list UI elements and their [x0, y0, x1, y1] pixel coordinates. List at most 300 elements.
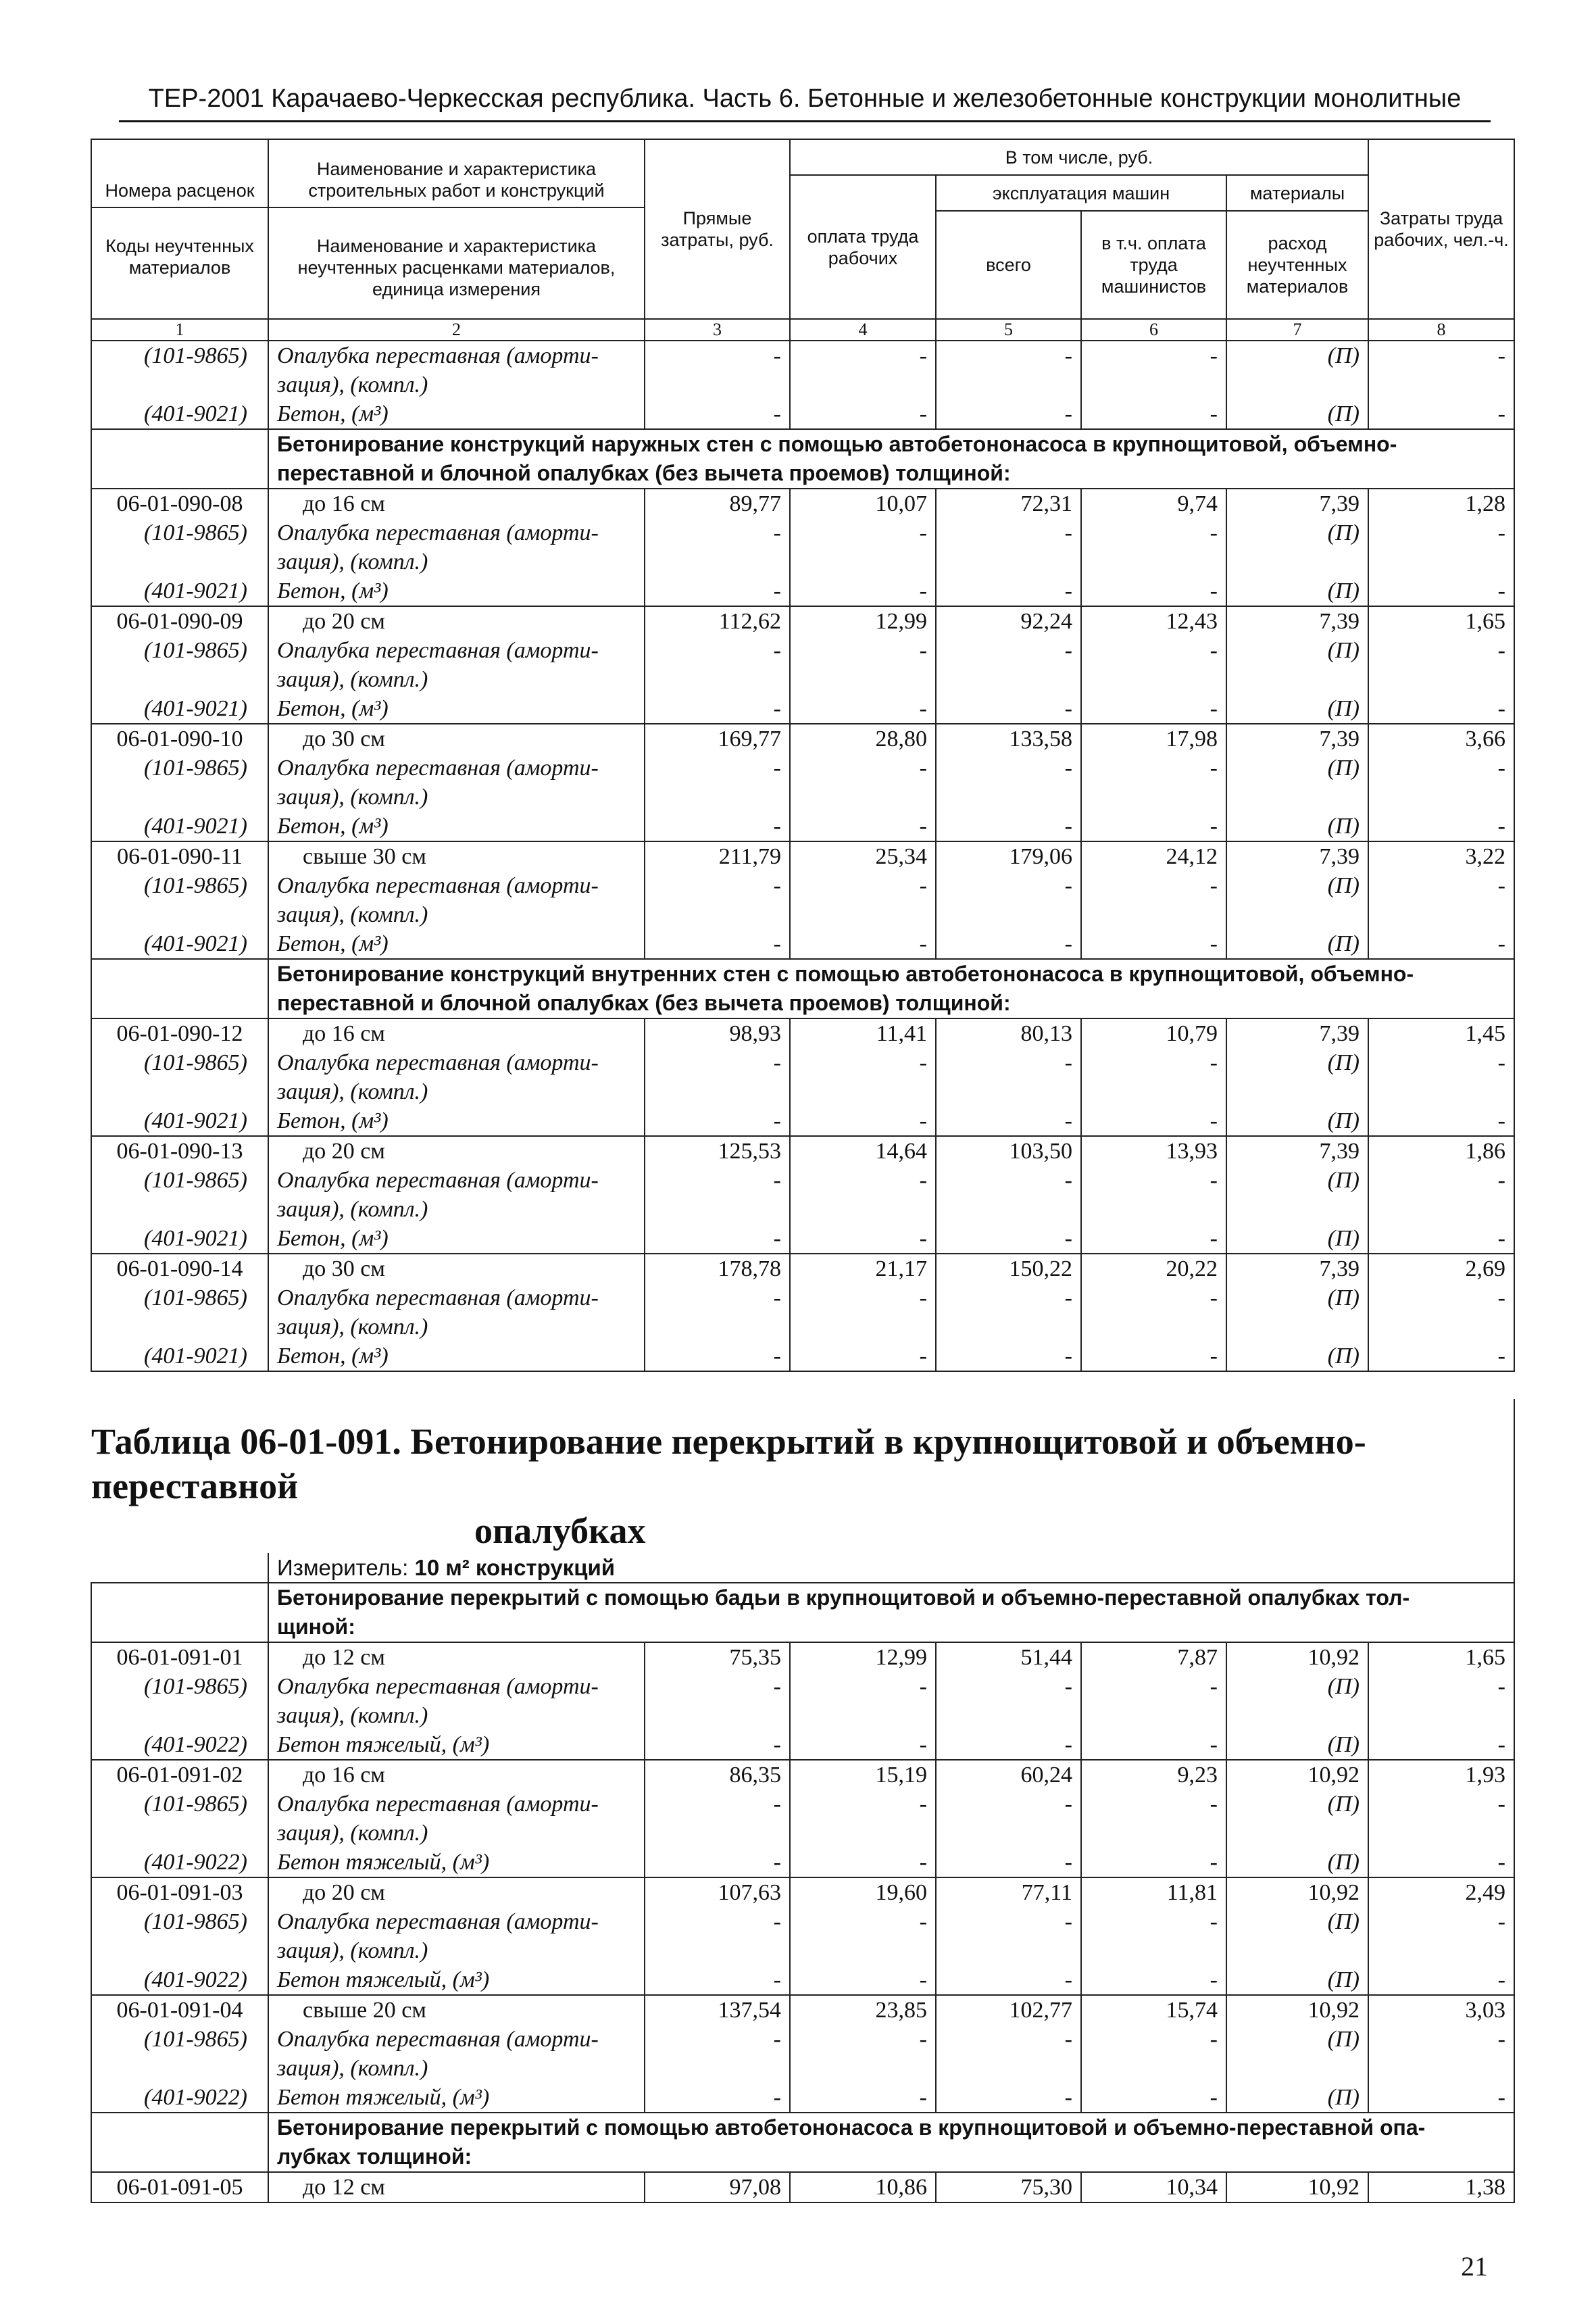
value-dash: - [790, 1283, 936, 1312]
material-code: (401-9021) [91, 812, 268, 841]
empty-cell [1368, 1077, 1514, 1106]
machines-total: 77,11 [936, 1877, 1081, 1907]
value-dash: - [936, 1048, 1081, 1077]
material-row [91, 1907, 1514, 1936]
material-mark: (П) [1226, 576, 1368, 606]
value-dash: - [645, 1341, 790, 1371]
column-numbers-row [91, 319, 1514, 341]
material-consumption: 7,39 [1226, 841, 1368, 871]
value-dash: - [790, 576, 936, 606]
value-dash: - [790, 399, 936, 429]
rate-code: 06-01-090-10 [91, 724, 268, 754]
empty-cell [1368, 547, 1514, 576]
material-row [91, 341, 1514, 370]
empty-cell [1081, 547, 1226, 576]
material-row [91, 754, 1514, 783]
material-code: (101-9865) [91, 1048, 268, 1077]
value-dash: - [645, 1848, 790, 1877]
rates-table [91, 139, 1515, 2203]
material-code: (401-9022) [91, 1730, 268, 1760]
empty-cell [936, 900, 1081, 929]
wages: 14,64 [790, 1136, 936, 1166]
material-mark: (П) [1226, 754, 1368, 783]
rate-row [91, 1642, 1514, 1672]
wages: 28,80 [790, 724, 936, 754]
value-dash: - [1081, 1965, 1226, 1995]
value-dash: - [936, 341, 1081, 370]
material-name: Бетон, (м³) [268, 694, 645, 724]
material-row [91, 1819, 1514, 1848]
material-name: Бетон, (м³) [268, 812, 645, 841]
material-row [91, 399, 1514, 429]
value-dash: - [645, 399, 790, 429]
value-dash: - [936, 1224, 1081, 1254]
value-dash: - [936, 2083, 1081, 2113]
value-dash: - [1081, 576, 1226, 606]
machinists-wages: 13,93 [1081, 1136, 1226, 1166]
empty-cell [91, 429, 268, 489]
wages: 15,19 [790, 1760, 936, 1790]
material-code: (401-9021) [91, 399, 268, 429]
value-dash: - [1368, 1341, 1514, 1371]
value-dash: - [1368, 636, 1514, 665]
empty-cell [936, 783, 1081, 812]
material-mark: (П) [1226, 399, 1368, 429]
value-dash: - [936, 2025, 1081, 2054]
material-row [91, 2083, 1514, 2113]
material-consumption: 10,92 [1226, 1642, 1368, 1672]
value-dash: - [936, 1907, 1081, 1936]
empty-cell [790, 1195, 936, 1224]
empty-cell [645, 665, 790, 694]
empty-cell [91, 370, 268, 399]
material-code: (401-9021) [91, 1224, 268, 1254]
material-row [91, 1848, 1514, 1877]
material-code: (401-9022) [91, 1965, 268, 1995]
labor-cost: 3,22 [1368, 841, 1514, 871]
empty-cell [91, 1936, 268, 1965]
wages: 10,07 [790, 489, 936, 518]
material-consumption: 7,39 [1226, 1136, 1368, 1166]
machines-total: 103,50 [936, 1136, 1081, 1166]
value-dash: - [936, 1341, 1081, 1371]
value-dash: - [936, 754, 1081, 783]
direct-cost: 125,53 [645, 1136, 790, 1166]
empty-cell [936, 547, 1081, 576]
value-dash: - [1368, 1730, 1514, 1760]
value-dash: - [1368, 518, 1514, 547]
material-name: Опалубка переставная (аморти- [268, 1672, 645, 1701]
empty-cell [1368, 665, 1514, 694]
section-heading-line: щиной: [277, 1615, 355, 1639]
value-dash: - [790, 2025, 936, 2054]
value-dash: - [790, 1672, 936, 1701]
material-name: Опалубка переставная (аморти- [268, 1283, 645, 1312]
value-dash: - [1081, 1672, 1226, 1701]
col-direct-cost-header: Прямые затраты, руб. [645, 139, 790, 319]
empty-cell [91, 1077, 268, 1106]
value-dash: - [645, 2083, 790, 2113]
material-mark: (П) [1226, 2025, 1368, 2054]
material-row [91, 370, 1514, 399]
section-heading-line: Бетонирование конструкций внутренних стен с помощью автобетононасоса в крупнощитовой, объемно- [277, 962, 1414, 986]
value-dash: - [936, 871, 1081, 900]
material-mark: (П) [1226, 1965, 1368, 1995]
value-dash: - [1081, 399, 1226, 429]
material-name: Бетон тяжелый, (м³) [268, 1730, 645, 1760]
value-dash: - [936, 1106, 1081, 1136]
col-name-header: Наименование и характеристика строительных работ и конструкций Наименование и характеристика неучтенных расценками материалов, единица измерения [268, 139, 645, 319]
empty-cell [645, 1077, 790, 1106]
value-dash: - [1368, 1106, 1514, 1136]
machines-total: 75,30 [936, 2172, 1081, 2202]
empty-cell [91, 547, 268, 576]
machines-total: 72,31 [936, 489, 1081, 518]
material-name: Бетон, (м³) [268, 1224, 645, 1254]
value-dash: - [1368, 1283, 1514, 1312]
empty-cell [645, 1819, 790, 1848]
value-dash: - [790, 518, 936, 547]
rate-code: 06-01-090-08 [91, 489, 268, 518]
material-row [91, 1936, 1514, 1965]
value-dash: - [645, 1166, 790, 1195]
table-header [91, 139, 1514, 341]
material-name: Опалубка переставная (аморти- [268, 754, 645, 783]
empty-cell [1226, 1195, 1368, 1224]
machines-total: 51,44 [936, 1642, 1081, 1672]
rate-code: 06-01-091-05 [91, 2172, 268, 2202]
material-mark: (П) [1226, 929, 1368, 959]
empty-cell [936, 1312, 1081, 1341]
machinists-wages: 20,22 [1081, 1254, 1226, 1283]
value-dash: - [1081, 694, 1226, 724]
material-code: (101-9865) [91, 1283, 268, 1312]
material-mark: (П) [1226, 1848, 1368, 1877]
material-mark: (П) [1226, 1166, 1368, 1195]
empty-cell [1368, 1195, 1514, 1224]
material-row [91, 1672, 1514, 1701]
material-mark: (П) [1226, 636, 1368, 665]
value-dash: - [1368, 1048, 1514, 1077]
table-title-row [91, 1399, 1514, 1553]
labor-cost: 1,93 [1368, 1760, 1514, 1790]
material-code: (401-9021) [91, 1106, 268, 1136]
material-name: Опалубка переставная (аморти- [268, 636, 645, 665]
direct-cost: 169,77 [645, 724, 790, 754]
material-name: Бетон тяжелый, (м³) [268, 1848, 645, 1877]
empty-cell [1226, 900, 1368, 929]
rate-name: до 16 см [268, 1018, 645, 1048]
page-header: ТЕР-2001 Карачаево-Черкесская республика. Часть 6. Бетонные и железобетонные конструкции монолитные [119, 80, 1491, 122]
empty-cell [91, 2054, 268, 2083]
empty-cell [91, 900, 268, 929]
section-heading-line: лубках толщиной: [277, 2144, 472, 2169]
value-dash: - [936, 694, 1081, 724]
empty-cell [936, 1936, 1081, 1965]
material-code: (401-9021) [91, 576, 268, 606]
material-row [91, 900, 1514, 929]
material-mark: (П) [1226, 1790, 1368, 1819]
value-dash: - [790, 1730, 936, 1760]
section-heading [268, 429, 1514, 489]
page-number: 21 [1461, 2251, 1488, 2282]
empty-cell [936, 1195, 1081, 1224]
value-dash: - [645, 2025, 790, 2054]
value-dash: - [645, 929, 790, 959]
empty-cell [790, 1312, 936, 1341]
empty-cell [645, 1701, 790, 1730]
empty-cell [645, 2054, 790, 2083]
material-row [91, 1790, 1514, 1819]
material-consumption: 7,39 [1226, 724, 1368, 754]
value-dash: - [1368, 576, 1514, 606]
labor-cost: 1,86 [1368, 1136, 1514, 1166]
material-name: Опалубка переставная (аморти- [268, 1790, 645, 1819]
material-row [91, 1077, 1514, 1106]
value-dash: - [936, 1790, 1081, 1819]
material-name: зация), (компл.) [268, 1819, 645, 1848]
material-mark: (П) [1226, 1907, 1368, 1936]
empty-cell [790, 2054, 936, 2083]
empty-cell [1226, 1936, 1368, 1965]
material-name: зация), (компл.) [268, 370, 645, 399]
measure-unit [268, 1553, 1514, 1583]
value-dash: - [645, 1907, 790, 1936]
rate-row [91, 1136, 1514, 1166]
empty-cell [91, 665, 268, 694]
material-row [91, 1730, 1514, 1760]
value-dash: - [1368, 694, 1514, 724]
material-name: Бетон тяжелый, (м³) [268, 1965, 645, 1995]
value-dash: - [1368, 1848, 1514, 1877]
material-code: (101-9865) [91, 636, 268, 665]
section-heading-line: Бетонирование конструкций наружных стен с помощью автобетононасоса в крупнощитовой, объемно- [277, 432, 1397, 456]
empty-cell [1226, 370, 1368, 399]
value-dash: - [790, 1965, 936, 1995]
rate-name: до 20 см [268, 606, 645, 636]
empty-cell [936, 2054, 1081, 2083]
material-name: Опалубка переставная (аморти- [268, 1166, 645, 1195]
wages: 19,60 [790, 1877, 936, 1907]
material-code: (401-9022) [91, 1848, 268, 1877]
rate-code: 06-01-090-13 [91, 1136, 268, 1166]
rate-row [91, 1254, 1514, 1283]
col-num: 2 [268, 319, 645, 341]
wages: 21,17 [790, 1254, 936, 1283]
value-dash: - [790, 1106, 936, 1136]
material-row [91, 547, 1514, 576]
empty-cell [645, 900, 790, 929]
material-name: Бетон, (м³) [268, 1106, 645, 1136]
spacer-row [91, 1371, 1514, 1399]
rate-name: до 20 см [268, 1877, 645, 1907]
section-heading [268, 2113, 1514, 2172]
empty-cell [1368, 900, 1514, 929]
rate-code: 06-01-090-11 [91, 841, 268, 871]
section-heading [268, 959, 1514, 1018]
value-dash: - [1081, 812, 1226, 841]
material-name: зация), (компл.) [268, 900, 645, 929]
machinists-wages: 24,12 [1081, 841, 1226, 871]
wages: 11,41 [790, 1018, 936, 1048]
material-code: (401-9021) [91, 694, 268, 724]
empty-cell [1081, 783, 1226, 812]
table-title [91, 1399, 1514, 1553]
rate-name: свыше 20 см [268, 1995, 645, 2025]
col-num: 1 [91, 319, 268, 341]
material-row [91, 1195, 1514, 1224]
value-dash: - [1368, 1224, 1514, 1254]
material-code: (101-9865) [91, 754, 268, 783]
machines-total: 133,58 [936, 724, 1081, 754]
value-dash: - [1081, 929, 1226, 959]
empty-cell [790, 783, 936, 812]
value-dash: - [1081, 871, 1226, 900]
material-name: Опалубка переставная (аморти- [268, 1907, 645, 1936]
value-dash: - [936, 1283, 1081, 1312]
material-name: Опалубка переставная (аморти- [268, 871, 645, 900]
value-dash: - [936, 1965, 1081, 1995]
machinists-wages: 10,79 [1081, 1018, 1226, 1048]
empty-cell [1368, 1936, 1514, 1965]
empty-cell [1081, 900, 1226, 929]
labor-cost: 3,03 [1368, 1995, 1514, 2025]
value-dash: - [645, 1790, 790, 1819]
material-mark: (П) [1226, 518, 1368, 547]
machinists-wages: 10,34 [1081, 2172, 1226, 2202]
material-mark: (П) [1226, 812, 1368, 841]
empty-cell [1226, 1312, 1368, 1341]
wages: 12,99 [790, 606, 936, 636]
measure-label: Измеритель: [277, 1555, 415, 1580]
material-mark: (П) [1226, 2083, 1368, 2113]
material-row [91, 518, 1514, 547]
empty-cell [790, 665, 936, 694]
material-code: (101-9865) [91, 1166, 268, 1195]
direct-cost: 178,78 [645, 1254, 790, 1283]
direct-cost: 89,77 [645, 489, 790, 518]
value-dash: - [645, 694, 790, 724]
empty-cell [936, 1701, 1081, 1730]
machines-total: 80,13 [936, 1018, 1081, 1048]
empty-cell [790, 900, 936, 929]
machinists-wages: 12,43 [1081, 606, 1226, 636]
section-row [91, 429, 1514, 489]
material-name: Опалубка переставная (аморти- [268, 1048, 645, 1077]
value-dash: - [1368, 2083, 1514, 2113]
empty-cell [1368, 783, 1514, 812]
value-dash: - [1081, 1341, 1226, 1371]
value-dash: - [790, 1048, 936, 1077]
empty-cell [1368, 370, 1514, 399]
empty-cell [790, 1077, 936, 1106]
empty-cell [1226, 665, 1368, 694]
rate-name: свыше 30 см [268, 841, 645, 871]
value-dash: - [790, 812, 936, 841]
material-code: (101-9865) [91, 1672, 268, 1701]
value-dash: - [936, 929, 1081, 959]
material-consumption: 7,39 [1226, 489, 1368, 518]
material-mark: (П) [1226, 341, 1368, 370]
material-code: (101-9865) [91, 1790, 268, 1819]
value-dash: - [790, 1166, 936, 1195]
value-dash: - [645, 1224, 790, 1254]
wages: 10,86 [790, 2172, 936, 2202]
material-code: (101-9865) [91, 2025, 268, 2054]
rate-code: 06-01-091-04 [91, 1995, 268, 2025]
material-row [91, 1106, 1514, 1136]
value-dash: - [936, 1848, 1081, 1877]
labor-cost: 1,65 [1368, 1642, 1514, 1672]
value-dash: - [790, 636, 936, 665]
machinists-wages: 9,23 [1081, 1760, 1226, 1790]
machinists-wages: 17,98 [1081, 724, 1226, 754]
value-dash: - [790, 1907, 936, 1936]
col-num: 6 [1081, 319, 1226, 341]
col-materials-header: материалы [1226, 175, 1368, 211]
empty-cell [790, 547, 936, 576]
material-name: зация), (компл.) [268, 665, 645, 694]
material-name: зация), (компл.) [268, 1077, 645, 1106]
empty-cell [1081, 370, 1226, 399]
value-dash: - [1368, 1965, 1514, 1995]
rate-name: до 16 см [268, 489, 645, 518]
value-dash: - [790, 1341, 936, 1371]
value-dash: - [1368, 871, 1514, 900]
empty-cell [1226, 2054, 1368, 2083]
value-dash: - [1368, 1790, 1514, 1819]
value-dash: - [1081, 518, 1226, 547]
material-mark: (П) [1226, 1283, 1368, 1312]
col-num: 7 [1226, 319, 1368, 341]
rate-row [91, 489, 1514, 518]
empty-cell [91, 1701, 268, 1730]
empty-cell [91, 1371, 1514, 1399]
value-dash: - [645, 754, 790, 783]
empty-cell [1226, 1077, 1368, 1106]
empty-cell [91, 1583, 268, 1642]
value-dash: - [1368, 341, 1514, 370]
value-dash: - [645, 812, 790, 841]
rate-name: до 20 см [268, 1136, 645, 1166]
empty-cell [1368, 1701, 1514, 1730]
value-dash: - [1081, 1907, 1226, 1936]
empty-cell [1081, 1312, 1226, 1341]
material-name: Бетон, (м³) [268, 399, 645, 429]
material-name: Бетон, (м³) [268, 576, 645, 606]
col-num: 5 [936, 319, 1081, 341]
material-row [91, 2025, 1514, 2054]
empty-cell [1368, 1312, 1514, 1341]
value-dash: - [645, 1048, 790, 1077]
value-dash: - [645, 1106, 790, 1136]
table-body [91, 341, 1514, 2202]
labor-cost: 3,66 [1368, 724, 1514, 754]
empty-cell [1226, 1701, 1368, 1730]
labor-cost: 2,49 [1368, 1877, 1514, 1907]
empty-cell [645, 783, 790, 812]
col-machines-header: эксплуатация машин [936, 175, 1226, 211]
table-title-line: опалубках [474, 1510, 646, 1551]
rate-code: 06-01-091-03 [91, 1877, 268, 1907]
machines-total: 150,22 [936, 1254, 1081, 1283]
wages: 23,85 [790, 1995, 936, 2025]
material-row [91, 1312, 1514, 1341]
col-num: 3 [645, 319, 790, 341]
value-dash: - [645, 576, 790, 606]
empty-cell [1081, 665, 1226, 694]
material-name: Бетон, (м³) [268, 1341, 645, 1371]
